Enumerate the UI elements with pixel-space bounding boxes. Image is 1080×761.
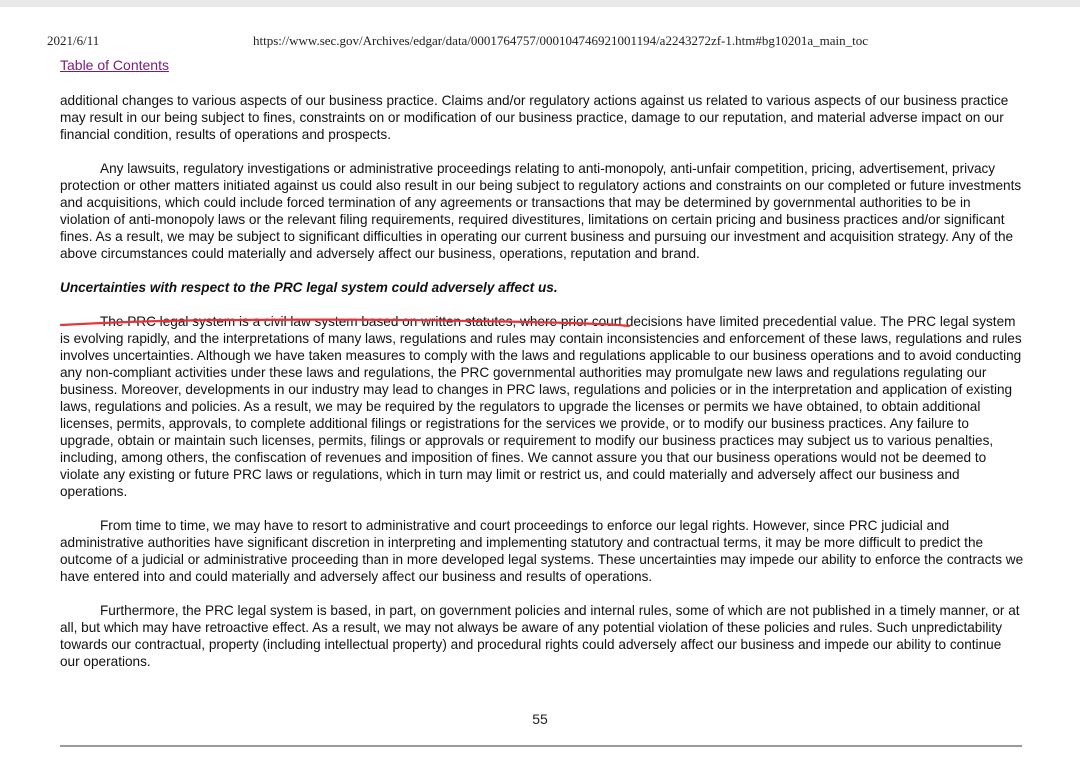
paragraph-continued: additional changes to various aspects of our business practice. Claims and/or regulatory actions against us related to various aspects of our business practice may result in our being subject to fines, constraints on or modification of our business practice, damage to our reputation, and material adverse impact on our financial condition, results of operations and prospects. [60, 93, 1009, 142]
risk-factor-heading: Uncertainties with respect to the PRC legal system could adversely affect us. [60, 280, 558, 295]
browser-print-top-band [0, 0, 1080, 7]
document-body [60, 92, 1024, 670]
page-number: 55 [532, 711, 548, 727]
print-date: 2021/6/11 [47, 33, 100, 48]
paragraph-proceedings: From time to time, we may have to resort to administrative and court proceedings to enforce our legal rights. However, since PRC judicial and administrative authorities have significant discretion in interpreting and implementing statutory and contractual terms, it may be more difficult to predict the outcome of a judicial or administrative proceeding than in more developed legal systems. These uncertainties may impede our ability to enforce the contracts we have entered into and could materially and adversely affect our business and results of operations. [60, 518, 1024, 584]
table-of-contents-link[interactable]: Table of Contents [60, 57, 169, 73]
paragraph-lawsuits: Any lawsuits, regulatory investigations or administrative proceedings relating to anti-monopoly, anti-unfair competition, pricing, advertisement, privacy protection or other matters initiated against us could also result in our being subject to regulatory actions and constraints on our completed or future investments and acquisitions, which could include forced termination of any agreements or transactions that may be determined by governmental authorities to be in violation of anti-monopoly laws or the relevant filing requirements, required divestitures, limitations on certain pricing and business practices and/or significant fines. As a result, we may be subject to significant difficulties in operating our current business and pursuing our investment and acquisition strategy. Any of the above circumstances could materially and adversely affect our business, operations, reputation and brand. [60, 161, 1022, 261]
paragraph-prc-legal-system: The PRC legal system is a civil law system based on written statutes, where prior court decisions have limited precedential value. The PRC legal system is evolving rapidly, and the interpretations of many laws, regulations and rules may contain inconsistencies and enforcement of these laws, regulations and rules involves uncertainties. Although we have taken measures to comply with the laws and regulations applicable to our business operations and to avoid conducting any non-compliant activities under these laws and regulations, the PRC governmental authorities may promulgate new laws and regulations regulating our business. Moreover, developments in our industry may lead to changes in PRC laws, regulations and policies or in the interpretation and application of existing laws, regulations and policies. As a result, we may be required by the regulators to upgrade the licenses or permits we have obtained, to obtain additional licenses, permits, approvals, to complete additional filings or registrations for the services we provide, or to modify our business practices. Any failure to upgrade, obtain or maintain such licenses, permits, filings or approvals or requirement to modify our business practices may subject us to various penalties, including, among others, the confiscation of revenues and imposition of fines. We cannot assure you that our business operations would not be deemed to violate any existing or future PRC laws or regulations, which in turn may limit or restrict us, and could materially and adversely affect our business and operations. [60, 314, 1022, 499]
paragraph-government-policies: Furthermore, the PRC legal system is based, in part, on government policies and internal rules, some of which are not published in a timely manner, or at all, but which may have retroactive effect. As a result, we may not always be aware of any potential violation of these policies and rules. Such unpredictability towards our contractual, property (including intellectual property) and procedural rights could adversely affect our business and impede our ability to continue our operations. [60, 603, 1020, 669]
print-url: https://www.sec.gov/Archives/edgar/data/0001764757/000104746921001194/a2243272zf-1.htm#bg10201a_main_toc [253, 33, 868, 48]
page-bottom-rule [60, 745, 1022, 747]
